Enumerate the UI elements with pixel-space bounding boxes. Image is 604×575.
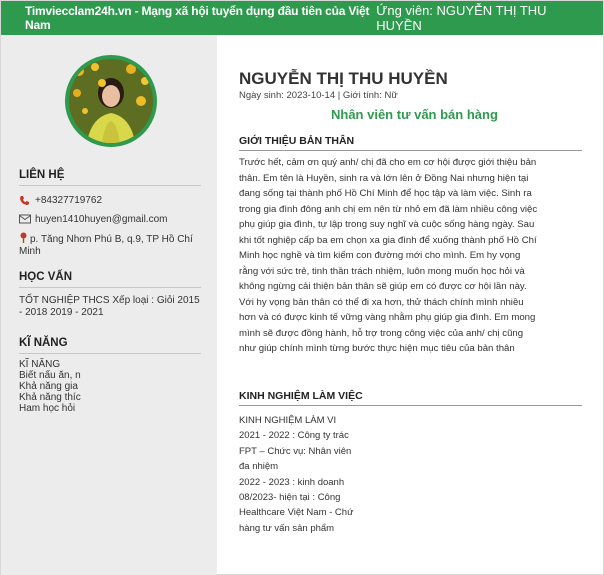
address-value: p. Tăng Nhơn Phú B, q.9, TP Hồ Chí Minh xyxy=(19,234,193,257)
sidebar xyxy=(1,35,217,575)
experience-line: đa nhiệm xyxy=(239,461,279,473)
experience-heading: KINH NGHIỆM LÀM VIỆC xyxy=(239,390,363,402)
intro-divider xyxy=(239,150,582,151)
address-row xyxy=(19,232,204,258)
skill-item: KĨ NĂNG xyxy=(19,359,61,370)
skill-item: Khả năng gia xyxy=(19,381,78,392)
intro-text: Trước hết, cảm ơn quý anh/ chị đã cho em cơ hội được giới thiệu bản thân. Em tên là Huyền, sinh ra và lớn lên ở Đồng Nai nhưng hiện tại đang sống tại thành phố Hồ Chí Minh để học tập và làm việc. Sinh ra trong gia đình đông anh chị em nên từ nhỏ em đã làm nhiều công việc phụ giúp gia đình, tự lập trong suy nghĩ và cuộc sống hàng ngày. Sau khi tốt nghiệp cấp ba em chọn xa gia đình để xuống thành phố Hồ Chí Minh học nghề và tìm kiếm con đường mới cho mình. Em hy vọng rằng với sức trẻ, tinh thần trách nhiệm, luôn mong muốn học hỏi và không ngừng cải thiện bản thân sẽ giúp em có được cơ hội lần này. Với hy vọng bản thân có thể đi xa hơn, thử thách chính mình nhiều hơn và có được kinh tế vững vàng nhằm phụ giúp gia đình. Em mong mình sẽ được đồng hành, hỗ trợ trong công việc của anh/ chị cũng như giúp chính mình từng bước thực hiện mục tiêu của bản thân xyxy=(239,157,538,354)
avatar xyxy=(65,55,157,147)
experience-line: Healthcare Việt Nam - Chứ xyxy=(239,507,354,519)
education-heading: HỌC VẤN xyxy=(19,271,73,283)
phone-row xyxy=(19,195,204,210)
birth-gender: Ngày sinh: 2023-10-14 | Giới tính: Nữ xyxy=(239,90,398,101)
education-text: TỐT NGHIỆP THCS Xếp loại : Giỏi 2015 - 2018 2019 - 2021 xyxy=(19,295,200,318)
experience-list xyxy=(239,413,379,536)
contact-heading: LIÊN HỆ xyxy=(19,169,65,181)
experience-line: FPT – Chức vụ: Nhân viên xyxy=(239,445,352,457)
email-row xyxy=(19,214,204,228)
site-title[interactable]: Timviecclam24h.vn - Mạng xã hội tuyển dụng đầu tiên của Việt Nam xyxy=(25,4,370,32)
skills-divider xyxy=(19,353,201,354)
skill-item: Biết nấu ăn, n xyxy=(19,370,81,381)
intro-heading: GIỚI THIỆU BẢN THÂN xyxy=(239,135,355,147)
avatar-photo xyxy=(69,59,153,143)
experience-divider xyxy=(239,405,582,406)
skill-item: Ham học hỏi xyxy=(19,403,76,414)
skill-item: Khả năng thíc xyxy=(19,392,81,403)
email-text[interactable]: huyen1410huyen@gmail.com xyxy=(35,214,168,225)
envelope-icon xyxy=(19,214,31,228)
job-title: Nhân viên tư vấn bán hàng xyxy=(331,107,498,122)
candidate-label: Ứng viên: NGUYỄN THỊ THU HUYỀN xyxy=(376,3,547,33)
experience-line: 08/2023- hiện tại : Công xyxy=(239,492,341,504)
skills-list xyxy=(19,359,204,414)
phone-icon xyxy=(19,195,31,210)
experience-line: 2021 - 2022 : Công ty trác xyxy=(239,430,349,442)
location-pin-icon xyxy=(19,232,28,243)
education-divider xyxy=(19,287,201,288)
skills-heading: KĨ NĂNG xyxy=(19,337,68,349)
contact-block xyxy=(19,195,204,261)
candidate-name: NGUYỄN THỊ THU HUYỀN xyxy=(239,69,448,88)
top-banner xyxy=(1,1,603,35)
experience-line: KINH NGHIỆM LÀM VI xyxy=(239,415,337,426)
experience-line: hàng tư vấn sản phẩm xyxy=(239,522,335,534)
contact-divider xyxy=(19,185,201,186)
address-text xyxy=(19,232,204,258)
experience-line: 2022 - 2023 : kinh doanh xyxy=(239,476,345,488)
phone-text[interactable]: +84327719762 xyxy=(35,195,103,206)
